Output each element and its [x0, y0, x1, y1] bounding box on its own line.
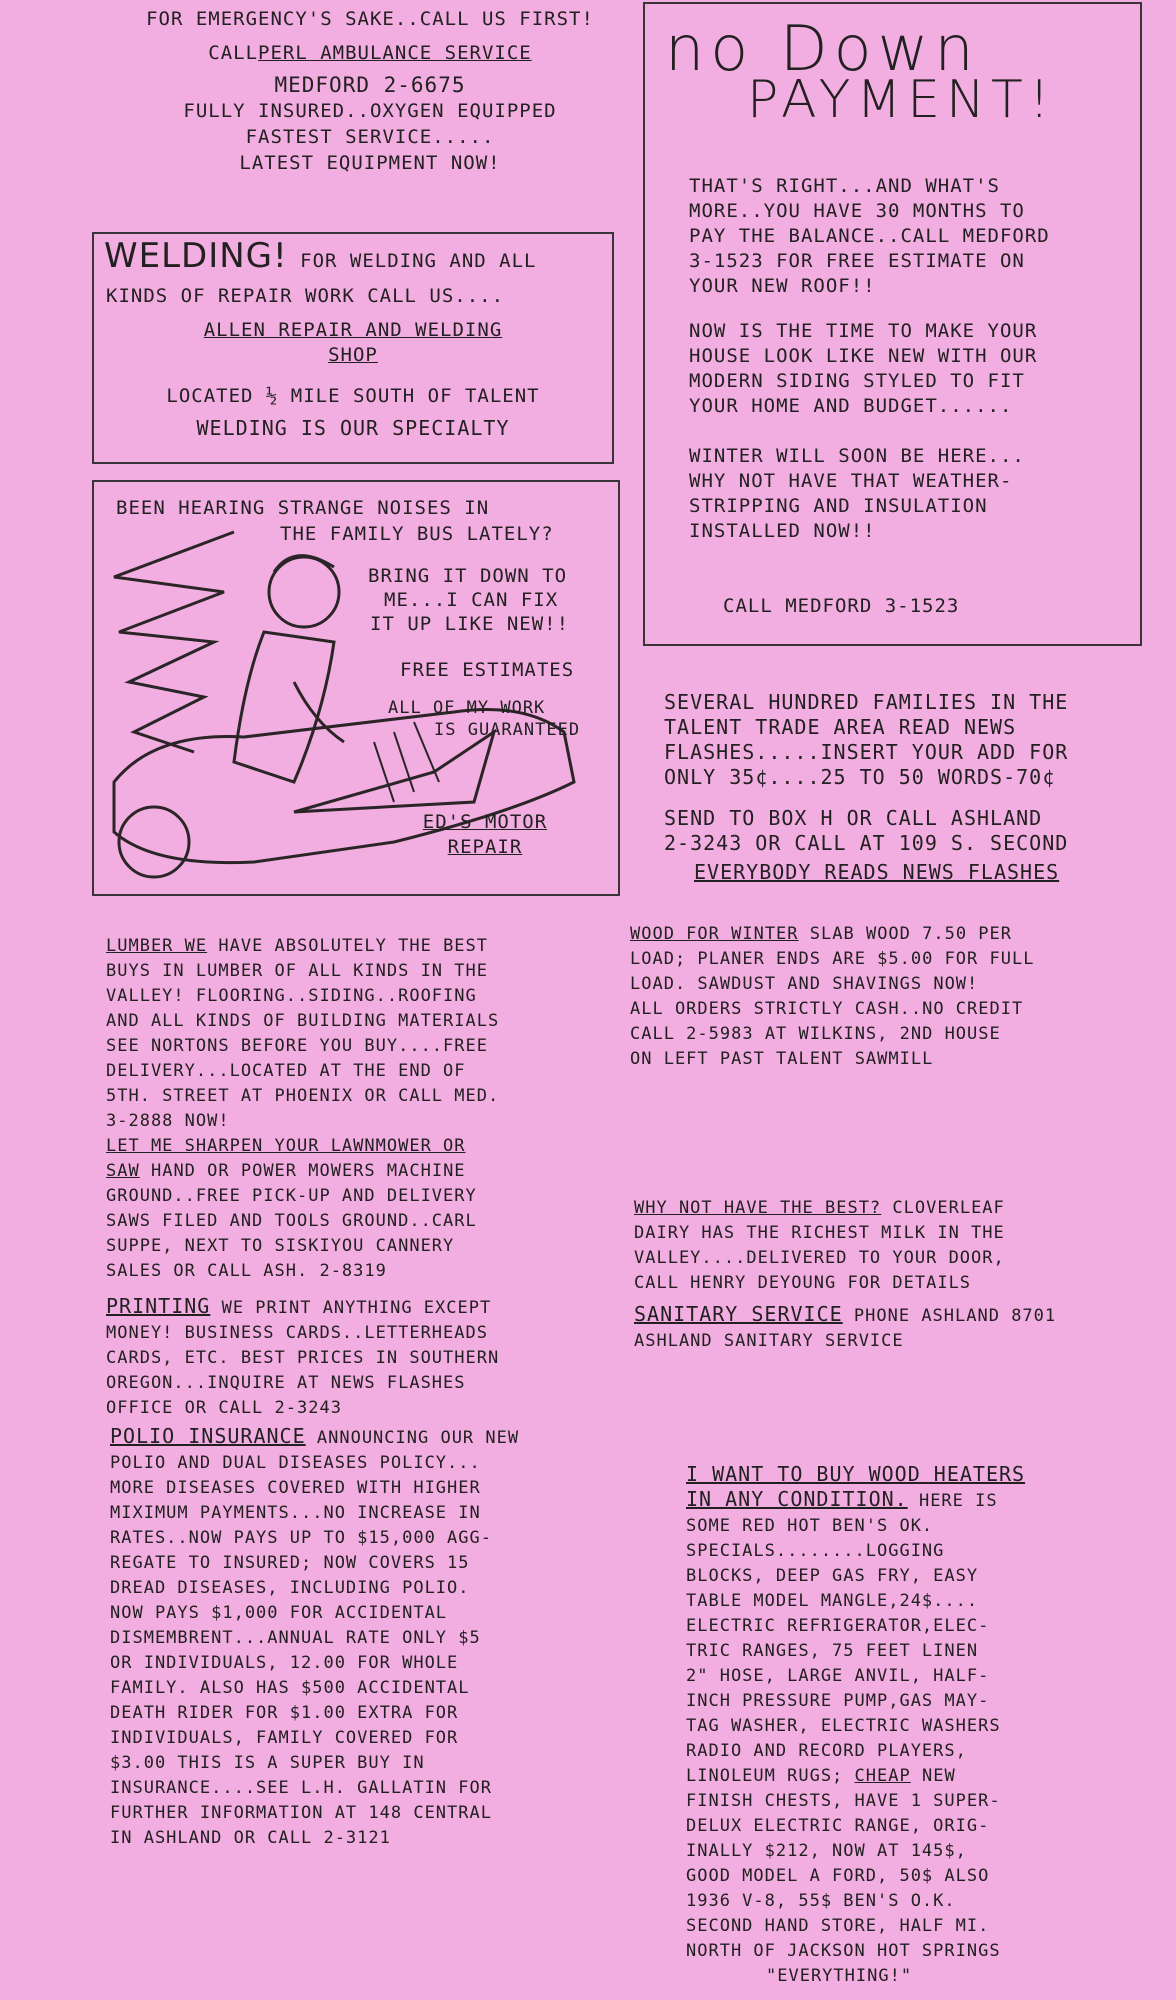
text-line: INDIVIDUALS, FAMILY COVERED FOR — [110, 1728, 459, 1748]
lawnmower-headline-2: SAW — [106, 1161, 140, 1181]
lumber-ad — [106, 934, 499, 1134]
text-line: STRIPPING AND INSULATION — [689, 495, 988, 517]
polio-headline: POLIO INSURANCE — [110, 1424, 306, 1448]
text-line: FAMILY. ALSO HAS $500 ACCIDENTAL — [110, 1678, 470, 1698]
heaters-headline-2: IN ANY CONDITION. — [686, 1487, 908, 1511]
text-line: MODERN SIDING STYLED TO FIT — [689, 370, 1025, 392]
text-line: DELIVERY...LOCATED AT THE END OF — [106, 1061, 466, 1081]
sanitary-ad — [634, 1302, 1056, 1354]
printing-ad — [106, 1294, 499, 1421]
text-line: WE PRINT ANYTHING EXCEPT — [221, 1298, 492, 1318]
text-line: OREGON...INQUIRE AT NEWS FLASHES — [106, 1373, 466, 1393]
text-line — [634, 1196, 1005, 1221]
text-line — [686, 1764, 1025, 1789]
ambulance-line4: FULLY INSURED..OXYGEN EQUIPPED — [183, 100, 557, 122]
text-line: INALLY $212, NOW AT 145$, — [686, 1841, 967, 1861]
text-line: ON LEFT PAST TALENT SAWMILL — [630, 1049, 934, 1069]
text-line: "EVERYTHING!" — [766, 1966, 913, 1986]
text-line: BUYS IN LUMBER OF ALL KINDS IN THE — [106, 961, 488, 981]
text-line: SAWS FILED AND TOOLS GROUND..CARL — [106, 1211, 477, 1231]
text-line — [106, 1294, 499, 1321]
text-line: MORE..YOU HAVE 30 MONTHS TO — [689, 200, 1025, 222]
text-line: FURTHER INFORMATION AT 148 CENTRAL — [110, 1803, 492, 1823]
welding-line2: KINDS OF REPAIR WORK CALL US.... — [106, 285, 505, 307]
welding-ad — [92, 232, 614, 464]
text-line: VALLEY! FLOORING..SIDING..ROOFING — [106, 986, 477, 1006]
no-down-title-line1: no Down — [665, 12, 980, 85]
text-line: 3-2888 NOW! — [106, 1111, 230, 1131]
text-line: RADIO AND RECORD PLAYERS, — [686, 1741, 967, 1761]
ambulance-phone: MEDFORD 2-6675 — [274, 73, 466, 97]
mechanic-head — [269, 557, 339, 627]
lumber-headline: LUMBER WE — [106, 936, 208, 956]
cheap-label: CHEAP — [854, 1766, 911, 1786]
text-line: CALL 2-5983 AT WILKINS, 2ND HOUSE — [630, 1024, 1001, 1044]
text-line: SALES OR CALL ASH. 2-8319 — [106, 1261, 387, 1281]
motor-repair-ad — [92, 480, 620, 896]
no-down-roof-paragraph — [689, 174, 1050, 299]
text-line — [630, 922, 1034, 947]
text-line: TALENT TRADE AREA READ NEWS — [664, 715, 1017, 739]
no-down-payment-ad — [643, 2, 1142, 646]
motor-line3: BRING IT DOWN TO — [368, 565, 568, 587]
text-line: WINTER WILL SOON BE HERE... — [689, 445, 1025, 467]
text-line: LOAD. SAWDUST AND SHAVINGS NOW! — [630, 974, 979, 994]
text-line: LINOLEUM RUGS; — [686, 1766, 844, 1786]
no-down-call: CALL MEDFORD 3-1523 — [723, 595, 960, 617]
text-line: MORE DISEASES COVERED WITH HIGHER — [110, 1478, 481, 1498]
text-line: HAND OR POWER MOWERS MACHINE — [150, 1161, 466, 1181]
text-line: HOUSE LOOK LIKE NEW WITH OUR — [689, 345, 1038, 367]
ambulance-name: PERL AMBULANCE SERVICE — [258, 42, 532, 64]
ambulance-call-line — [90, 40, 650, 66]
dairy-headline: WHY NOT HAVE THE BEST? — [634, 1198, 882, 1218]
text-line: VALLEY....DELIVERED TO YOUR DOOR, — [634, 1248, 1005, 1268]
text-line: 5TH. STREET AT PHOENIX OR CALL MED. — [106, 1086, 500, 1106]
text-line: MONEY! BUSINESS CARDS..LETTERHEADS — [106, 1323, 488, 1343]
text-line: NOW IS THE TIME TO MAKE YOUR — [689, 320, 1038, 342]
text-line: ALLEN REPAIR AND WELDING — [203, 319, 503, 341]
mechanic-body — [234, 632, 334, 782]
text-line: 2-3243 OR CALL AT 109 S. SECOND — [664, 831, 1069, 855]
text-line: $3.00 THIS IS A SUPER BUY IN — [110, 1753, 425, 1773]
text-line: YOUR HOME AND BUDGET...... — [689, 395, 1013, 417]
lawnmower-headline: LET ME SHARPEN YOUR LAWNMOWER OR — [106, 1136, 466, 1156]
text-line: WHY NOT HAVE THAT WEATHER- — [689, 470, 1013, 492]
text-line: YOUR NEW ROOF!! — [689, 275, 876, 297]
text-line: ELECTRIC REFRIGERATOR,ELEC- — [686, 1616, 990, 1636]
ambulance-line5: FASTEST SERVICE..... — [245, 126, 495, 148]
no-down-siding-paragraph — [689, 319, 1037, 419]
text-line: CARDS, ETC. BEST PRICES IN SOUTHERN — [106, 1348, 500, 1368]
speed-lines — [374, 722, 439, 802]
text-line: 1936 V-8, 55$ BEN'S O.K. — [686, 1891, 956, 1911]
text-line: HAVE ABSOLUTELY THE BEST — [218, 936, 489, 956]
wood-heaters-ad — [686, 1462, 1025, 1989]
motor-line4: ME...I CAN FIX — [384, 589, 559, 611]
text-line: TAG WASHER, ELECTRIC WASHERS — [686, 1716, 1001, 1736]
text-line: NORTH OF JACKSON HOT SPRINGS — [686, 1941, 1001, 1961]
text-line: SEND TO BOX H OR CALL ASHLAND — [664, 806, 1043, 830]
motor-line6: FREE ESTIMATES — [400, 659, 575, 681]
text-line: GROUND..FREE PICK-UP AND DELIVERY — [106, 1186, 477, 1206]
printing-headline: PRINTING — [106, 1294, 211, 1318]
text-line: DEATH RIDER FOR $1.00 EXTRA FOR — [110, 1703, 459, 1723]
text-line: ANNOUNCING OUR NEW — [316, 1428, 520, 1448]
text-line: OR INDIVIDUALS, 12.00 FOR WHOLE — [110, 1653, 459, 1673]
text-line — [106, 1159, 477, 1184]
welding-shop-name — [94, 318, 612, 368]
text-line: SLAB WOOD 7.50 PER — [809, 924, 1013, 944]
text-line: ED'S MOTOR — [422, 811, 548, 833]
text-line: PHONE ASHLAND 8701 — [853, 1306, 1057, 1326]
no-down-winter-paragraph — [689, 444, 1025, 544]
text-line: BLOCKS, DEEP GAS FRY, EASY — [686, 1566, 979, 1586]
text-line: RATES..NOW PAYS UP TO $15,000 AGG- — [110, 1528, 492, 1548]
text-line — [634, 1302, 1056, 1329]
text-line — [686, 1487, 1025, 1514]
motor-sign — [410, 810, 560, 860]
text-line: FINISH CHESTS, HAVE 1 SUPER- — [686, 1791, 1001, 1811]
no-down-title-line2: PAYMENT! — [747, 70, 1056, 130]
text-line: AND ALL KINDS OF BUILDING MATERIALS — [106, 1011, 500, 1031]
ambulance-call: CALL — [208, 42, 259, 64]
text-line: ALL ORDERS STRICTLY CASH..NO CREDIT — [630, 999, 1024, 1019]
wood-ad — [630, 922, 1034, 1072]
text-line: ONLY 35¢....25 TO 50 WORDS-70¢ — [664, 765, 1056, 789]
text-line: LOAD; PLANER ENDS ARE $5.00 FOR FULL — [630, 949, 1035, 969]
text-line: CALL HENRY DEYOUNG FOR DETAILS — [634, 1273, 972, 1293]
welding-head-tail: FOR WELDING AND ALL — [300, 250, 537, 272]
text-line: SPECIALS........LOGGING — [686, 1541, 945, 1561]
text-line: OFFICE OR CALL 2-3243 — [106, 1398, 342, 1418]
wood-headline: WOOD FOR WINTER — [630, 924, 799, 944]
welding-specialty: WELDING IS OUR SPECIALTY — [196, 416, 510, 440]
text-line: REPAIR — [447, 836, 523, 858]
dairy-ad — [634, 1196, 1005, 1296]
text-line — [110, 1424, 519, 1451]
text-line: INSTALLED NOW!! — [689, 520, 876, 542]
text-line: SEE NORTONS BEFORE YOU BUY....FREE — [106, 1036, 488, 1056]
text-line: NEW — [921, 1766, 956, 1786]
text-line: FLASHES.....INSERT YOUR ADD FOR — [664, 740, 1069, 764]
motor-line7: ALL OF MY WORK — [388, 698, 546, 718]
text-line: HERE IS — [918, 1491, 998, 1511]
text-line: POLIO AND DUAL DISEASES POLICY... — [110, 1453, 481, 1473]
text-line: 3-1523 FOR FREE ESTIMATE ON — [689, 250, 1025, 272]
text-line: INSURANCE....SEE L.H. GALLATIN FOR — [110, 1778, 492, 1798]
text-line: ASHLAND SANITARY SERVICE — [634, 1331, 904, 1351]
text-line: SOME RED HOT BEN'S OK. — [686, 1516, 934, 1536]
sanitary-headline: SANITARY SERVICE — [634, 1302, 843, 1326]
heaters-headline: I WANT TO BUY WOOD HEATERS — [686, 1462, 1026, 1486]
welding-location: LOCATED ½ MILE SOUTH OF TALENT — [166, 385, 540, 407]
ambulance-tagline: FOR EMERGENCY'S SAKE..CALL US FIRST! — [146, 8, 594, 30]
welding-head-line — [104, 236, 537, 276]
text-line: CLOVERLEAF — [892, 1198, 1005, 1218]
text-line: 2" HOSE, LARGE ANVIL, HALF- — [686, 1666, 990, 1686]
text-line: THAT'S RIGHT...AND WHAT'S — [689, 175, 1000, 197]
text-line: DAIRY HAS THE RICHEST MILK IN THE — [634, 1223, 1005, 1243]
text-line: PAY THE BALANCE..CALL MEDFORD — [689, 225, 1050, 247]
motor-line5: IT UP LIKE NEW!! — [370, 613, 570, 635]
text-line: GOOD MODEL A FORD, 50$ ALSO — [686, 1866, 990, 1886]
text-line — [106, 934, 499, 959]
ambulance-ad — [90, 6, 650, 176]
text-line: NOW PAYS $1,000 FOR ACCIDENTAL — [110, 1603, 448, 1623]
text-line: DISMEMBRENT...ANNUAL RATE ONLY $5 — [110, 1628, 481, 1648]
text-line: IN ASHLAND OR CALL 2-3121 — [110, 1828, 391, 1848]
motor-line2: THE FAMILY BUS LATELY? — [280, 523, 554, 545]
text-line: SUPPE, NEXT TO SISKIYOU CANNERY — [106, 1236, 455, 1256]
lawnmower-ad — [106, 1134, 477, 1284]
motor-line1: BEEN HEARING STRANGE NOISES IN — [116, 497, 490, 519]
noise-swirl-icon — [114, 532, 234, 752]
motor-line8: IS GUARANTEED — [434, 720, 581, 740]
news-flashes-ad — [664, 690, 1068, 885]
welding-headline: WELDING! — [104, 236, 288, 276]
text-line: SECOND HAND STORE, HALF MI. — [686, 1916, 990, 1936]
news-slogan: EVERYBODY READS NEWS FLASHES — [694, 860, 1060, 884]
text-line: SHOP — [328, 344, 378, 366]
text-line: INCH PRESSURE PUMP,GAS MAY- — [686, 1691, 990, 1711]
text-line: DELUX ELECTRIC RANGE, ORIG- — [686, 1816, 990, 1836]
text-line: TABLE MODEL MANGLE,24$.... — [686, 1591, 979, 1611]
polio-ad — [110, 1424, 519, 1851]
ambulance-line6: LATEST EQUIPMENT NOW! — [239, 152, 501, 174]
text-line: SEVERAL HUNDRED FAMILIES IN THE — [664, 690, 1069, 714]
text-line: DREAD DISEASES, INCLUDING POLIO. — [110, 1578, 470, 1598]
text-line: TRIC RANGES, 75 FEET LINEN — [686, 1641, 979, 1661]
text-line: MIXIMUM PAYMENTS...NO INCREASE IN — [110, 1503, 481, 1523]
text-line: REGATE TO INSURED; NOW COVERS 15 — [110, 1553, 470, 1573]
